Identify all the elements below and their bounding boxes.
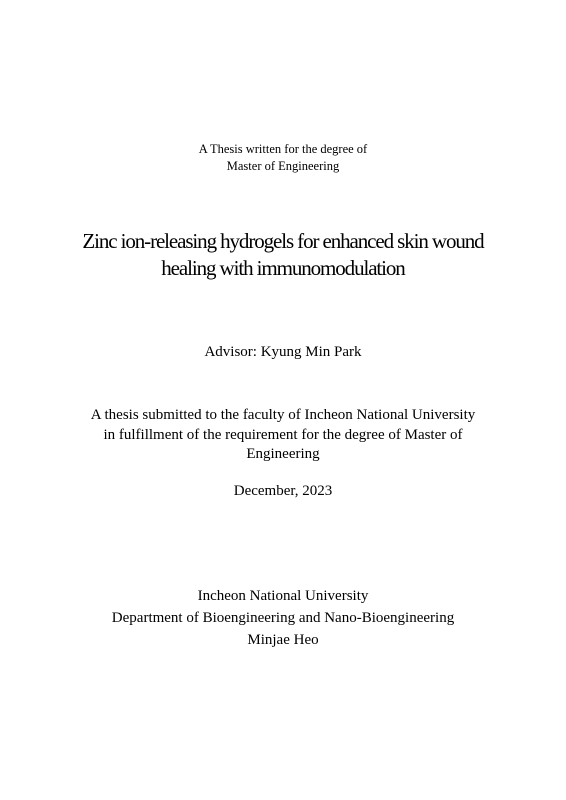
thesis-title-line-2: healing with immunomodulation (161, 256, 405, 280)
thesis-title (0, 228, 566, 282)
university-name: Incheon National University (197, 588, 369, 604)
advisor (0, 343, 566, 362)
submission-statement-line-2: in fulfillment of the requirement for the degree of Master of (103, 426, 463, 443)
submission-statement (0, 406, 566, 465)
submission-statement-line-3: Engineering (246, 446, 320, 462)
degree-intro-line-2: Master of Engineering (226, 159, 340, 173)
date-text: December, 2023 (233, 483, 333, 499)
department-name: Department of Bioengineering and Nano-Bioengineering (111, 610, 455, 626)
submission-statement-line-1: A thesis submitted to the faculty of Incheon National University (90, 407, 476, 423)
advisor-text: Advisor: Kyung Min Park (204, 344, 362, 360)
degree-intro-line-1: A Thesis written for the degree of (198, 142, 368, 156)
author-name: Minjae Heo (247, 632, 319, 648)
thesis-title-line-1: Zinc ion-releasing hydrogels for enhanced skin wound (82, 229, 484, 253)
affiliation (0, 585, 566, 651)
submission-date (0, 482, 566, 501)
degree-intro (0, 141, 566, 175)
